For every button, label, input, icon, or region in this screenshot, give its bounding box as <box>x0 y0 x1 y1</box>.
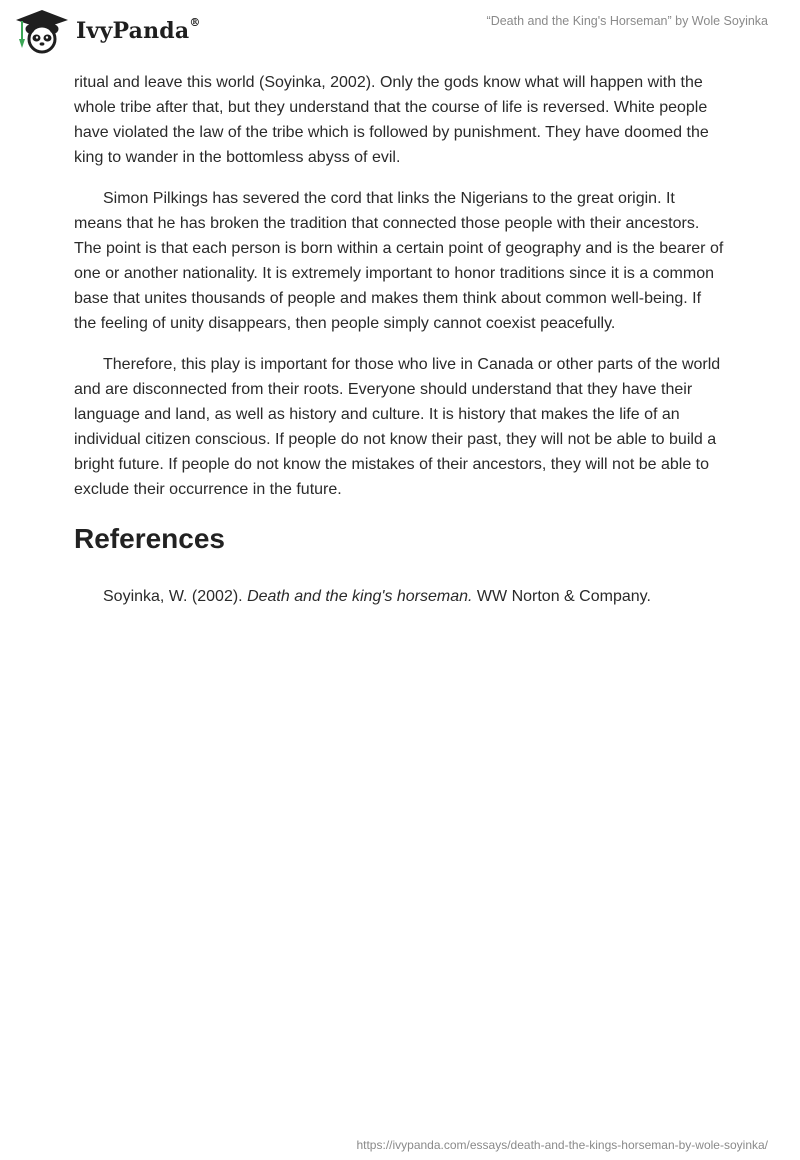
body-paragraph-3: Therefore, this play is important for those who live in Canada or other parts of the world and are disconnected from their roots. Everyone should understand that they have their language and land, as well as history and culture. It is history that makes the life of an individual citizen conscious. If people do not know their past, they will not be able to build a bright future. If people do not know the mistakes of their ancestors, they will not be able to exclude their occurrence in the future. <box>74 356 721 498</box>
essay-content <box>74 70 726 609</box>
references-heading: References <box>74 523 225 554</box>
registered-mark: ® <box>189 16 201 29</box>
references-list <box>74 584 726 609</box>
brand-logo[interactable] <box>14 8 201 54</box>
source-url-link[interactable]: https://ivypanda.com/essays/death-and-the-kings-horseman-by-wole-soyinka/ <box>356 1138 768 1152</box>
reference-publisher: WW Norton & Company. <box>472 588 651 605</box>
document-title: “Death and the King's Horseman” by Wole Soyinka <box>486 14 768 28</box>
page-header <box>0 0 800 70</box>
reference-author-year: Soyinka, W. (2002). <box>103 588 248 605</box>
body-paragraph-1: ritual and leave this world (Soyinka, 2002). Only the gods know what will happen with the whole tribe after that, but they understand that the course of life is reversed. White people have violated the law of the tribe which is followed by punishment. They have doomed the king to wander in the bottomless abyss of evil. <box>74 74 709 166</box>
panda-graduate-icon <box>14 8 70 54</box>
body-paragraph-2: Simon Pilkings has severed the cord that links the Nigerians to the great origin. It means that he has broken the tradition that connected those people with their ancestors. The point is that each person is born within a certain point of geography and is the bearer of one or another nationality. It is extremely important to honor traditions since it is a common base that unites thousands of people and makes them think about common well-being. If the feeling of unity disappears, then people simply cannot coexist peacefully. <box>74 190 724 332</box>
brand-name: IvyPanda® <box>76 16 201 44</box>
reference-item <box>74 584 726 609</box>
reference-title: Death and the king's horseman. <box>247 588 473 605</box>
